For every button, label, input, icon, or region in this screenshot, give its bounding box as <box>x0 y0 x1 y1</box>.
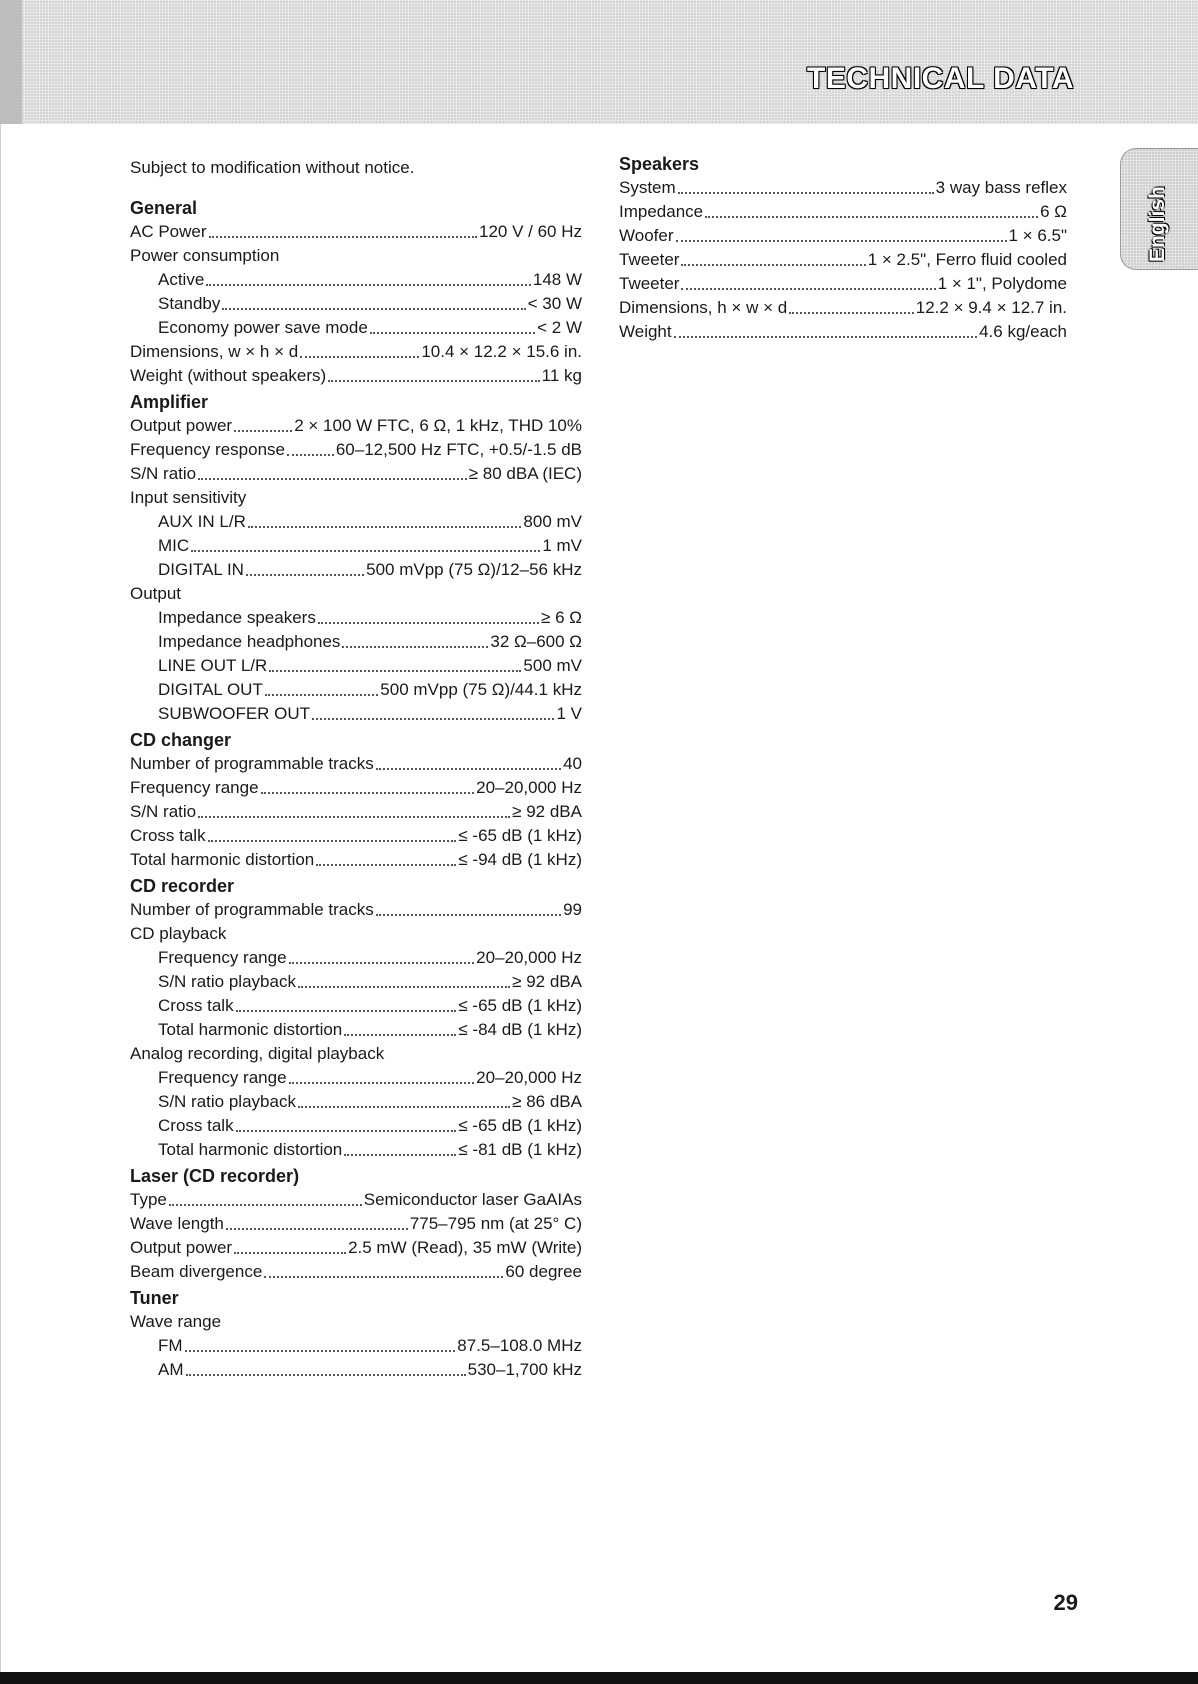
spec-row <box>130 898 582 922</box>
spec-value: 20–20,000 Hz <box>476 778 582 797</box>
spec-label: DIGITAL OUT <box>158 680 263 699</box>
spec-row <box>130 220 582 244</box>
spec-value: ≤ -65 dB (1 kHz) <box>458 996 582 1015</box>
section-title-amplifier: Amplifier <box>130 392 209 412</box>
spec-value: 1 × 2.5", Ferro fluid cooled <box>867 250 1067 269</box>
spec-value: 2.5 mW (Read), 35 mW (Write) <box>348 1238 582 1257</box>
spec-label: LINE OUT L/R <box>158 656 268 675</box>
spec-label: Total harmonic distortion <box>158 1140 343 1159</box>
spec-label: Cross talk <box>130 826 206 845</box>
margin-rule <box>0 124 1 1672</box>
spec-label: Beam divergence <box>130 1262 263 1281</box>
spec-label: S/N ratio <box>130 464 197 483</box>
section-title-cd-recorder: CD recorder <box>130 876 235 896</box>
dot-leader <box>264 1276 503 1278</box>
spec-label: DIGITAL IN <box>158 560 244 579</box>
dot-leader <box>289 1082 475 1084</box>
spec-row <box>130 606 582 630</box>
spec-row <box>130 994 582 1018</box>
spec-label: Weight (without speakers) <box>130 366 327 385</box>
spec-value: ≤ -65 dB (1 kHz) <box>458 826 582 845</box>
spec-subheading <box>130 582 582 606</box>
spec-value: 4.6 kg/each <box>979 322 1067 341</box>
dot-leader <box>789 312 914 314</box>
section-laser <box>130 1164 582 1284</box>
spec-value: 6 Ω <box>1040 202 1067 221</box>
spec-label: Type <box>130 1190 167 1209</box>
spec-list <box>130 220 582 388</box>
spec-label: Economy power save mode <box>158 318 368 337</box>
dot-leader <box>328 380 539 382</box>
spec-value: ≤ -94 dB (1 kHz) <box>458 850 582 869</box>
spec-value: 32 Ω–600 Ω <box>490 632 582 651</box>
dot-leader <box>376 768 561 770</box>
spec-list <box>130 414 582 726</box>
spec-value: ≤ -84 dB (1 kHz) <box>458 1020 582 1039</box>
spec-value: Semiconductor laser GaAIAs <box>363 1190 582 1209</box>
section-amplifier <box>130 390 582 726</box>
section-cd-recorder <box>130 874 582 1162</box>
spec-value: 60–12,500 Hz FTC, +0.5/-1.5 dB <box>335 440 582 459</box>
spec-label: Input sensitivity <box>130 488 247 507</box>
spec-value: 11 kg <box>541 366 582 385</box>
spec-row <box>130 558 582 582</box>
spec-row <box>619 296 1067 320</box>
spec-label: S/N ratio playback <box>158 972 296 991</box>
spec-value: 2 × 100 W FTC, 6 Ω, 1 kHz, THD 10% <box>294 416 582 435</box>
spec-list <box>130 898 582 1162</box>
spec-label: Frequency range <box>158 948 287 967</box>
spec-row <box>130 1066 582 1090</box>
spec-list <box>130 1188 582 1284</box>
spec-row <box>619 248 1067 272</box>
spec-row <box>619 320 1067 344</box>
spec-label: Impedance speakers <box>158 608 316 627</box>
spec-row <box>130 1138 582 1162</box>
spec-value: ≥ 80 dBA (IEC) <box>468 464 582 483</box>
spec-label: Standby <box>158 294 221 313</box>
spec-row <box>130 534 582 558</box>
spec-row <box>130 462 582 486</box>
dot-leader <box>316 864 456 866</box>
spec-subheading <box>130 1042 582 1066</box>
spec-label: Tweeter <box>619 274 680 293</box>
spec-row <box>619 176 1067 200</box>
spec-row <box>130 268 582 292</box>
spec-label: Number of programmable tracks <box>130 900 374 919</box>
dot-leader <box>678 192 934 194</box>
spec-label: Power consumption <box>130 246 280 265</box>
spec-value: 1 mV <box>542 536 582 555</box>
section-title-speakers: Speakers <box>619 154 700 174</box>
spec-row <box>130 438 582 462</box>
spec-label: AUX IN L/R <box>158 512 246 531</box>
spec-label: Number of programmable tracks <box>130 754 374 773</box>
section-general <box>130 196 582 388</box>
spec-label: S/N ratio <box>130 802 197 821</box>
spec-list <box>619 176 1067 344</box>
spec-subheading <box>130 1310 582 1334</box>
spec-label: CD playback <box>130 924 227 943</box>
spec-label: Analog recording, digital playback <box>130 1044 385 1063</box>
spec-list <box>130 1310 582 1382</box>
spec-value: 60 degree <box>505 1262 582 1281</box>
page-title: TECHNICAL DATA <box>807 62 1074 95</box>
spec-value: 500 mV <box>523 656 582 675</box>
spec-label: Output power <box>130 416 233 435</box>
spec-row <box>130 1212 582 1236</box>
spec-value: 20–20,000 Hz <box>476 1068 582 1087</box>
dot-leader <box>312 718 554 720</box>
dot-leader <box>298 986 510 988</box>
section-speakers <box>619 152 1067 344</box>
spec-label: Tweeter <box>619 250 680 269</box>
spec-row <box>619 272 1067 296</box>
spec-value: 10.4 × 12.2 × 15.6 in. <box>421 342 582 361</box>
dot-leader <box>236 1130 457 1132</box>
spec-value: 120 V / 60 Hz <box>478 222 582 241</box>
spec-value: 530–1,700 kHz <box>467 1360 582 1379</box>
binding-mark <box>0 0 22 124</box>
spec-row <box>130 1090 582 1114</box>
section-title-laser: Laser (CD recorder) <box>130 1166 300 1186</box>
section-cd-changer <box>130 728 582 872</box>
dot-leader <box>185 1350 456 1352</box>
dot-leader <box>674 336 977 338</box>
page-number: 29 <box>1053 1590 1078 1615</box>
spec-label: Output power <box>130 1238 233 1257</box>
section-title-general: General <box>130 198 198 218</box>
dot-leader <box>376 914 561 916</box>
dot-leader <box>246 574 364 576</box>
spec-label: Active <box>158 270 205 289</box>
dot-leader <box>198 816 510 818</box>
dot-leader <box>234 1252 346 1254</box>
section-tuner <box>130 1286 582 1382</box>
spec-row <box>130 776 582 800</box>
spec-label: Total harmonic distortion <box>158 1020 343 1039</box>
spec-value: < 2 W <box>537 318 582 337</box>
spec-value: ≤ -65 dB (1 kHz) <box>458 1116 582 1135</box>
spec-row <box>130 848 582 872</box>
spec-label: Wave range <box>130 1312 222 1331</box>
spec-row <box>130 414 582 438</box>
spec-subheading <box>130 486 582 510</box>
spec-value: 775–795 nm (at 25° C) <box>409 1214 582 1233</box>
spec-row <box>130 340 582 364</box>
dot-leader <box>248 526 522 528</box>
bottom-bar <box>0 1672 1198 1684</box>
spec-row <box>130 1334 582 1358</box>
spec-row <box>130 702 582 726</box>
spec-label: Output <box>130 584 182 603</box>
spec-row <box>130 946 582 970</box>
dot-leader <box>705 216 1038 218</box>
spec-row <box>130 1260 582 1284</box>
dot-leader <box>261 792 475 794</box>
spec-label: Cross talk <box>158 996 234 1015</box>
dot-leader <box>265 694 378 696</box>
spec-value: 87.5–108.0 MHz <box>457 1336 582 1355</box>
section-title-cd-changer: CD changer <box>130 730 232 750</box>
dot-leader <box>206 284 531 286</box>
spec-row <box>130 1236 582 1260</box>
right-column <box>619 152 1067 344</box>
spec-value: ≥ 86 dBA <box>512 1092 582 1111</box>
spec-label: Weight <box>619 322 672 341</box>
dot-leader <box>676 240 1007 242</box>
spec-row <box>619 200 1067 224</box>
spec-label: Dimensions, h × w × d <box>619 298 788 317</box>
spec-value: 12.2 × 9.4 × 12.7 in. <box>915 298 1067 317</box>
spec-label: AM <box>158 1360 184 1379</box>
spec-row <box>130 316 582 340</box>
spec-list <box>130 752 582 872</box>
spec-value: ≤ -81 dB (1 kHz) <box>458 1140 582 1159</box>
spec-value: 500 mVpp (75 Ω)/44.1 kHz <box>380 680 582 699</box>
spec-value: 40 <box>563 754 582 773</box>
spec-label: S/N ratio playback <box>158 1092 296 1111</box>
spec-row <box>130 364 582 388</box>
spec-label: SUBWOOFER OUT <box>158 704 311 723</box>
left-column <box>130 156 582 1382</box>
dot-leader <box>169 1204 362 1206</box>
spec-value: 1 × 1", Polydome <box>937 274 1067 293</box>
spec-label: AC Power <box>130 222 207 241</box>
spec-value: ≥ 92 dBA <box>512 972 582 991</box>
language-tab-label: English <box>1146 186 1169 262</box>
spec-label: Frequency range <box>130 778 259 797</box>
spec-label: Dimensions, w × h × d <box>130 342 299 361</box>
spec-label: Woofer <box>619 226 674 245</box>
spec-label: Wave length <box>130 1214 224 1233</box>
dot-leader <box>370 332 535 334</box>
spec-row <box>130 824 582 848</box>
dot-leader <box>287 454 334 456</box>
dot-leader <box>681 264 865 266</box>
dot-leader <box>234 430 292 432</box>
dot-leader <box>344 1154 456 1156</box>
spec-label: Impedance headphones <box>158 632 341 651</box>
spec-subheading <box>130 244 582 268</box>
spec-label: Cross talk <box>158 1116 234 1135</box>
spec-label: MIC <box>158 536 190 555</box>
dot-leader <box>209 236 477 238</box>
spec-row <box>130 800 582 824</box>
spec-label: FM <box>158 1336 183 1355</box>
modification-note: Subject to modification without notice. <box>130 158 415 177</box>
spec-label: System <box>619 178 676 197</box>
spec-value: 20–20,000 Hz <box>476 948 582 967</box>
spec-row <box>130 1018 582 1042</box>
dot-leader <box>222 308 525 310</box>
dot-leader <box>344 1034 456 1036</box>
spec-row <box>130 752 582 776</box>
dot-leader <box>236 1010 457 1012</box>
spec-row <box>130 654 582 678</box>
dot-leader <box>198 478 467 480</box>
dot-leader <box>298 1106 510 1108</box>
spec-label: Total harmonic distortion <box>130 850 315 869</box>
spec-row <box>130 630 582 654</box>
spec-value: 99 <box>563 900 582 919</box>
spec-row <box>130 1188 582 1212</box>
spec-value: 148 W <box>532 270 582 289</box>
spec-row <box>130 678 582 702</box>
spec-value: 500 mVpp (75 Ω)/12–56 kHz <box>366 560 582 579</box>
dot-leader <box>681 288 935 290</box>
spec-row <box>130 970 582 994</box>
spec-row <box>130 1358 582 1382</box>
dot-leader <box>226 1228 408 1230</box>
spec-value: 1 V <box>556 704 582 723</box>
spec-value: 1 × 6.5" <box>1008 226 1067 245</box>
spec-value: ≥ 6 Ω <box>541 608 582 627</box>
spec-subheading <box>130 922 582 946</box>
spec-label: Frequency range <box>158 1068 287 1087</box>
dot-leader <box>191 550 540 552</box>
spec-row <box>130 510 582 534</box>
dot-leader <box>289 962 475 964</box>
spec-row <box>130 292 582 316</box>
dot-leader <box>186 1374 466 1376</box>
spec-value: ≥ 92 dBA <box>512 802 582 821</box>
spec-value: < 30 W <box>527 294 582 313</box>
dot-leader <box>318 622 539 624</box>
spec-row <box>619 224 1067 248</box>
spec-label: Impedance <box>619 202 704 221</box>
spec-label: Frequency response <box>130 440 285 459</box>
section-title-tuner: Tuner <box>130 1288 179 1308</box>
spec-value: 800 mV <box>523 512 582 531</box>
spec-value: 3 way bass reflex <box>935 178 1067 197</box>
dot-leader <box>269 670 521 672</box>
dot-leader <box>342 646 488 648</box>
spec-row <box>130 1114 582 1138</box>
dot-leader <box>208 840 457 842</box>
dot-leader <box>300 356 419 358</box>
